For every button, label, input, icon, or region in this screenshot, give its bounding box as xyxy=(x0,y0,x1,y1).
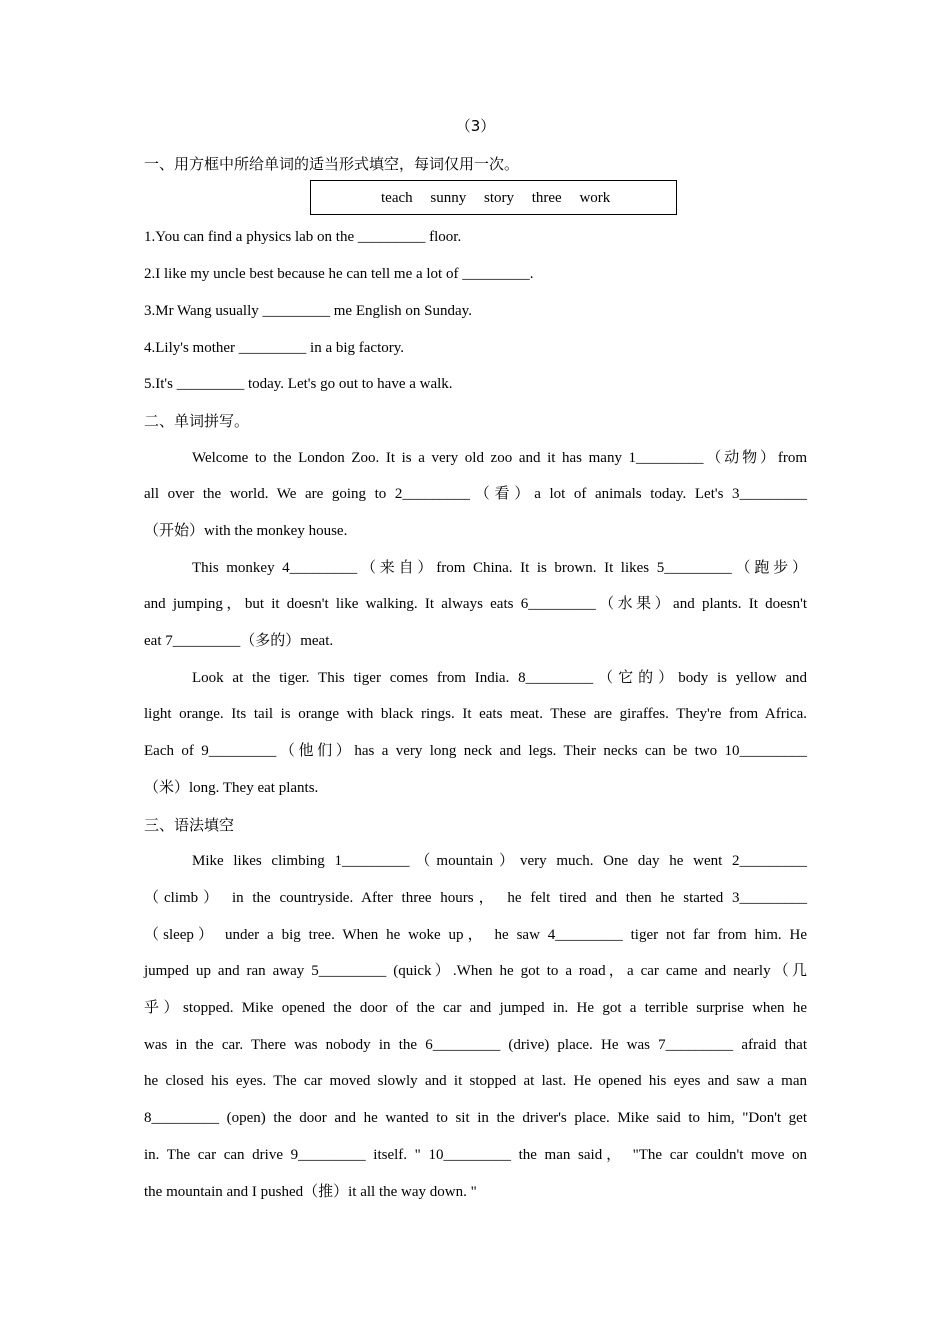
passage-line: Look at the tiger. This tiger comes from India. 8_________（它的）body is yellow and xyxy=(192,670,807,686)
passage-line: （米）long. They eat plants. xyxy=(144,780,319,796)
passage-line: （climb） in the countryside. After three hours， he felt tired and then he started 3_________ xyxy=(144,890,807,906)
passage-line: and jumping，but it doesn't like walking. It always eats 6_________（水果）and plants. It doesn't xyxy=(144,596,807,612)
word-bank xyxy=(381,190,624,207)
exercise-item: 5.It's _________ today. Let's go out to have a walk. xyxy=(144,376,453,392)
exercise-item: 3.Mr Wang usually _________ me English on Sunday. xyxy=(144,303,472,319)
passage-line: 乎）stopped. Mike opened the door of the car and jumped in. He got a terrible surprise when he xyxy=(144,1000,807,1016)
exercise-item: 2.I like my uncle best because he can tell me a lot of _________. xyxy=(144,266,534,282)
word-bank-item: sunny xyxy=(430,190,467,206)
word-bank-box xyxy=(310,180,677,215)
word-bank-item: three xyxy=(531,190,562,206)
section2-heading: 二、单词拼写。 xyxy=(144,412,250,430)
word-bank-item: work xyxy=(579,190,611,206)
passage-line: Each of 9_________（他们）has a very long neck and legs. Their necks can be two 10_________ xyxy=(144,743,807,759)
exercise-item: 1.You can find a physics lab on the _________ floor. xyxy=(144,229,462,245)
passage-line: was in the car. There was nobody in the 6_________ (drive) place. He was 7_________ afraid that xyxy=(144,1037,807,1053)
passage-line: （sleep） under a big tree. When he woke up， he saw 4_________ tiger not far from him. He xyxy=(144,927,807,943)
passage-line: in. The car can drive 9_________ itself. " 10_________ the man said， "The car couldn't move on xyxy=(144,1147,807,1163)
word-bank-item: story xyxy=(483,190,514,206)
passage-line: This monkey 4_________（来自）from China. It is brown. It likes 5_________（跑步） xyxy=(192,560,807,576)
passage-line: eat 7_________（多的）meat. xyxy=(144,633,334,649)
passage-line: Mike likes climbing 1_________（mountain）very much. One day he went 2_________ xyxy=(192,853,807,869)
passage-line: the mountain and I pushed（推）it all the way down. " xyxy=(144,1184,477,1200)
passage-line: all over the world. We are going to 2_________（看）a lot of animals today. Let's 3_________ xyxy=(144,486,807,502)
passage-line: he closed his eyes. The car moved slowly and it stopped at last. He opened his eyes and saw a man xyxy=(144,1073,807,1089)
section3-heading: 三、语法填空 xyxy=(144,816,235,834)
word-bank-item: teach xyxy=(381,190,413,206)
section1-heading: 一、用方框中所给单词的适当形式填空，每词仅用一次。 xyxy=(144,155,520,173)
passage-line: Welcome to the London Zoo. It is a very old zoo and it has many 1_________（动物）from xyxy=(192,450,807,466)
passage-line: light orange. Its tail is orange with black rings. It eats meat. These are giraffes. They're from Africa. xyxy=(144,706,807,722)
page-number: （3） xyxy=(455,117,496,135)
passage-line: （开始）with the monkey house. xyxy=(144,523,348,539)
passage-line: 8_________ (open) the door and he wanted to sit in the driver's place. Mike said to him, "Don't get xyxy=(144,1110,807,1126)
passage-line: jumped up and ran away 5_________ (quick）.When he got to a road，a car came and nearly（几 xyxy=(144,963,807,979)
exercise-item: 4.Lily's mother _________ in a big factory. xyxy=(144,340,405,356)
